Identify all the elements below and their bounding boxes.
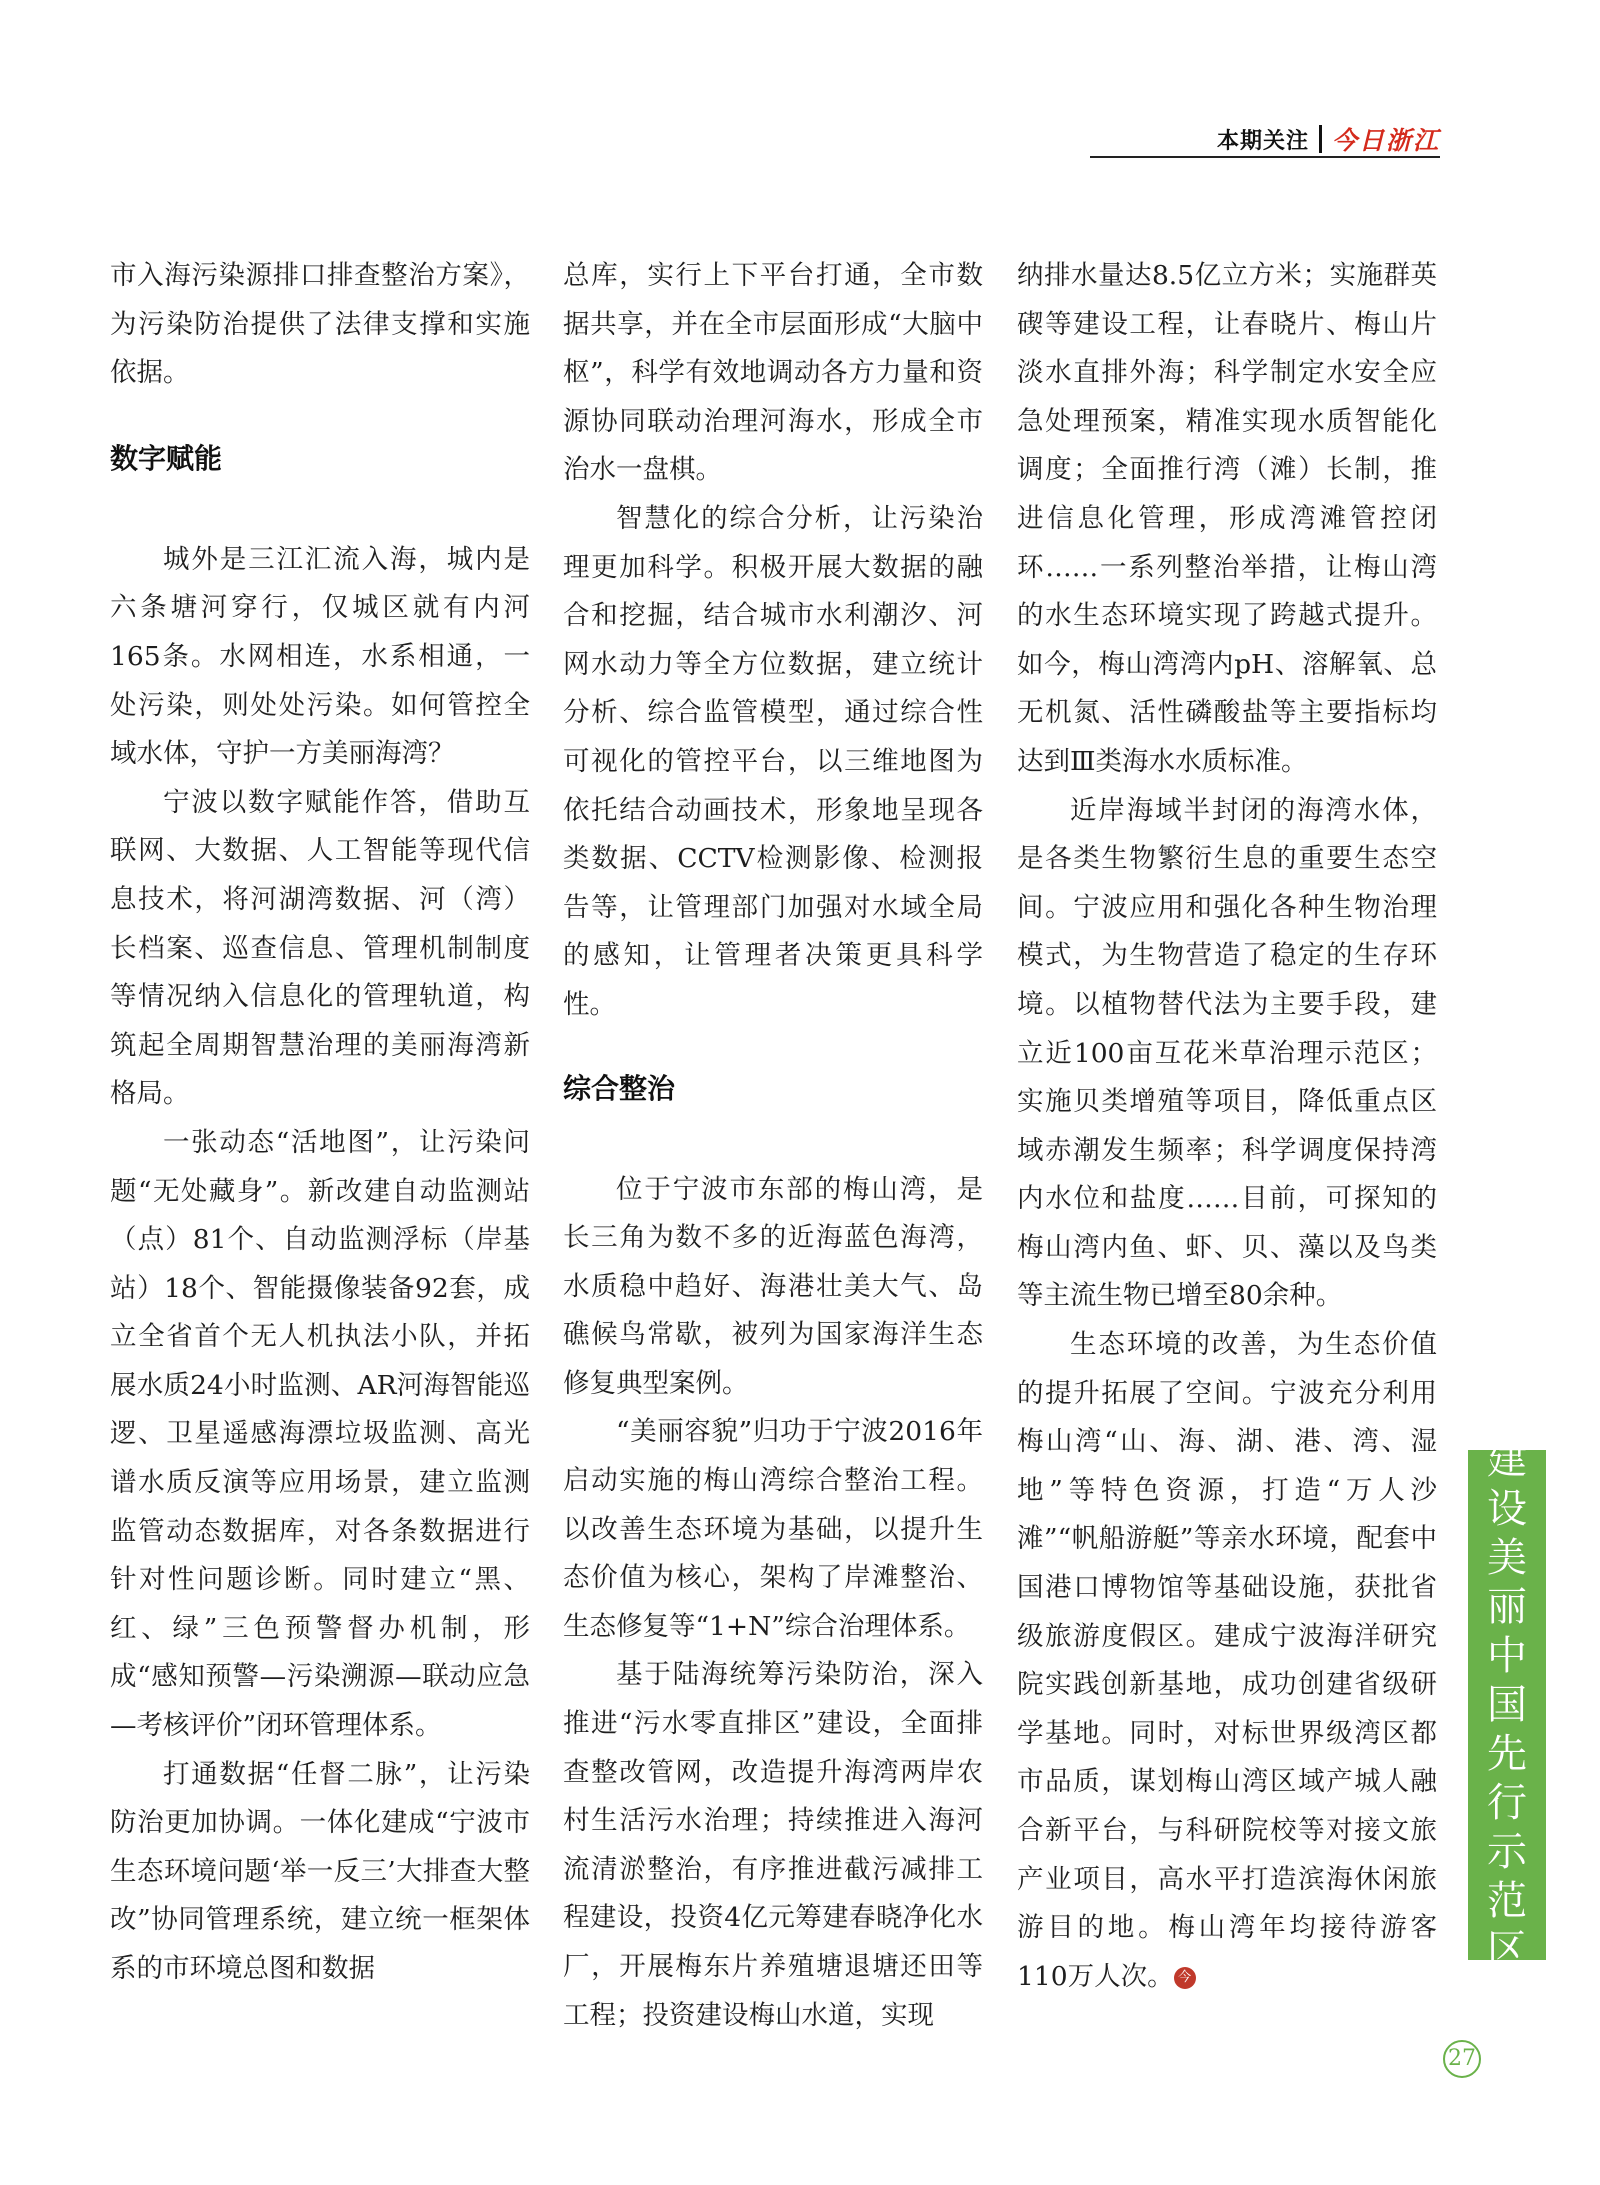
paragraph: “美丽容貌”归功于宁波2016年启动实施的梅山湾综合整治工程。以改善生态环境为基础，以提升生态价值为核心，架构了岸滩整治、生态修复等“1+N”综合治理体系。 [563,1416,983,1642]
header-rule [1090,156,1440,158]
sidebar-char: 行 [1487,1779,1527,1826]
article-column-3 [1017,252,1437,2001]
paragraph: 纳排水量达8.5亿立方米；实施群英碶等建设工程，让春晓片、梅山片淡水直排外海；科学制定水安全应急处理预案，精准实现水质智能化调度；全面推行湾（滩）长制，推进信息化管理，形成湾滩管控闭环……一系列整治举措，让梅山湾的水生态环境实现了跨越式提升。如今，梅山湾湾内pH、溶解氧、总无机氮、活性磷酸盐等主要指标均达到Ⅲ类海水水质标准。 [1017,260,1437,777]
sidebar-char: 国 [1487,1681,1527,1728]
sidebar-char: 示 [1487,1828,1527,1875]
article-column-2 [563,252,983,2040]
sidebar-char: 设 [1487,1485,1527,1532]
sidebar-char: 范 [1487,1877,1527,1924]
paragraph: 基于陆海统筹污染防治，深入推进“污水零直排区”建设，全面排查整改管网，改造提升海湾两岸农村生活污水治理；持续推进入海河流清淤整治，有序推进截污减排工程建设，投资4亿元筹建春晓净化水厂，开展梅东片养殖塘退塘还田等工程；投资建设梅山水道，实现 [563,1659,983,2031]
paragraph: 位于宁波市东部的梅山湾，是长三角为数不多的近海蓝色海湾，水质稳中趋好、海港壮美大气、岛礁候鸟常歇，被列为国家海洋生态修复典型案例。 [563,1173,983,1399]
sidebar-char: 建 [1487,1436,1527,1483]
paragraph: 宁波以数字赋能作答，借助互联网、大数据、人工智能等现代信息技术，将河湖湾数据、河（湾）长档案、巡查信息、管理机制制度等情况纳入信息化的管理轨道，构筑起全周期智慧治理的美丽海湾新格局。 [110,786,530,1110]
paragraph-text: 生态环境的改善，为生态价值的提升拓展了空间。宁波充分利用梅山湾“山、海、湖、港、湾、湿地”等特色资源，打造“万人沙滩”“帆船游艇”等亲水环境，配套中国港口博物馆等基础设施，获批省级旅游度假区。建成宁波海洋研究院实践创新基地，成功创建省级研学基地。同时，对标世界级湾区都市品质，谋划梅山湾区域产城人融合新平台，与科研院校等对接文旅产业项目，高水平打造滨海休闲旅游目的地。梅山湾年均接待游客110万人次。 [1017,1329,1437,1992]
paragraph: 城外是三江汇流入海，城内是六条塘河穿行，仅城区就有内河165条。水网相连，水系相通，一处污染，则处处污染。如何管控全域水体，守护一方美丽海湾？ [110,543,530,770]
paragraph: 一张动态“活地图”，让污染问题“无处藏身”。新改建自动监测站（点）81个、自动监测浮标（岸基站）18个、智能摄像装备92套，成立全省首个无人机执法小队，并拓展水质24小时监测、AR河海智能巡逻、卫星遥感海漂垃圾监测、高光谱水质反演等应用场景，建立监测监管动态数据库，对各条数据进行针对性问题诊断。同时建立“黑、红、绿”三色预警督办机制，形成“感知预警—污染溯源—联动应急—考核评价”闭环管理体系。 [110,1126,530,1742]
section-tab-sidebar [1468,1436,1546,1973]
paragraph: 智慧化的综合分析，让污染治理更加科学。积极开展大数据的融合和挖掘，结合城市水利潮汐、河网水动力等全方位数据，建立统计分析、综合监管模型，通过综合性可视化的管控平台，以三维地图为依托结合动画技术，形象地呈现各类数据、CCTV检测影像、检测报告等，让管理部门加强对水域全局的感知，让管理者决策更具科学性。 [563,502,983,1020]
paragraph [1017,1321,1437,2001]
section-heading-comprehensive: 综合整治 [563,1071,676,1105]
paragraph: 总库，实行上下平台打通，全市数据共享，并在全市层面形成“大脑中枢”，科学有效地调动各方力量和资源协同联动治理河海水，形成全市治水一盘棋。 [563,260,983,486]
section-heading-digital: 数字赋能 [110,441,223,475]
paragraph: 近岸海域半封闭的海湾水体，是各类生物繁衍生息的重要生态空间。宁波应用和强化各种生物治理模式，为生物营造了稳定的生存环境。以植物替代法为主要手段，建立近100亩互花米草治理示范区；实施贝类增殖等项目，降低重点区域赤潮发生频率；科学调度保持湾内水位和盐度……目前，可探知的梅山湾内鱼、虾、贝、藻以及鸟类等主流生物已增至80余种。 [1017,794,1437,1312]
section-label: 本期关注 [1216,128,1309,154]
sidebar-char: 先 [1487,1730,1527,1777]
sidebar-char: 丽 [1487,1583,1527,1630]
running-header [1090,122,1440,156]
sidebar-char: 美 [1487,1534,1527,1581]
page-number: 27 [1443,2040,1481,2078]
sidebar-char: 区 [1487,1926,1527,1973]
end-mark-icon: 今 [1174,1967,1196,1989]
header-separator [1319,125,1322,153]
magazine-logo: 今日浙江 [1331,126,1440,155]
paragraph: 打通数据“任督二脉”，让污染防治更加协调。一体化建成“宁波市生态环境问题‘举一反三’大排查大整改”协同管理系统，建立统一框架体系的市环境总图和数据 [110,1758,530,1984]
paragraph: 市入海污染源排口排查整治方案》，为污染防治提供了法律支撑和实施依据。 [110,260,530,389]
sidebar-char: 中 [1487,1632,1527,1679]
article-column-1 [110,252,530,1994]
